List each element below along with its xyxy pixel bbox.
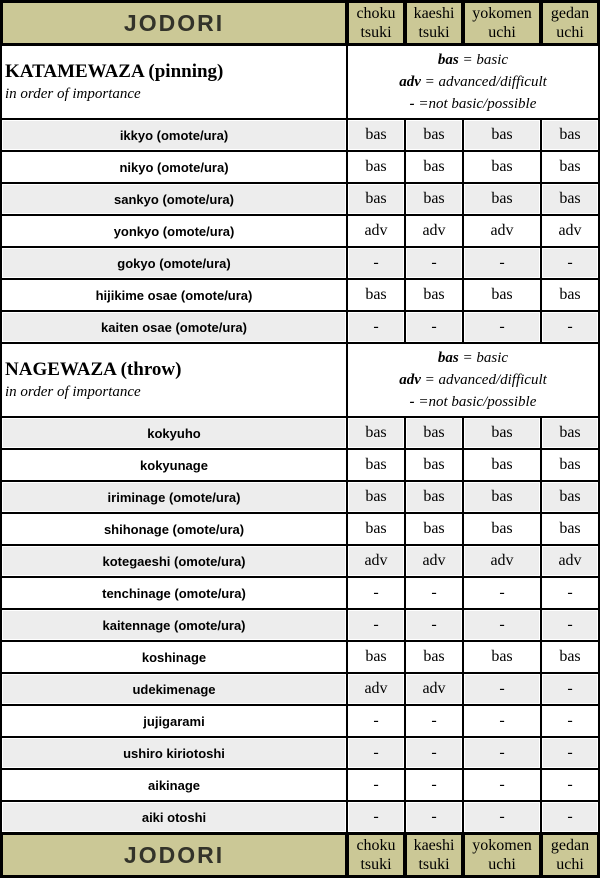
- value-cell: -: [542, 312, 598, 342]
- value-cell: -: [348, 312, 404, 342]
- column-header-line: uchi: [488, 24, 516, 41]
- value-cell: -: [542, 770, 598, 800]
- value-cell: bas: [348, 514, 404, 544]
- legend-line: - =not basic/possible: [409, 96, 537, 112]
- table-row: [2, 248, 598, 278]
- value-cell: -: [348, 578, 404, 608]
- value-cell: bas: [406, 152, 462, 182]
- value-cell: bas: [348, 280, 404, 310]
- value-cell: -: [348, 738, 404, 768]
- column-header-line: choku: [356, 837, 396, 854]
- table-row: [2, 418, 598, 448]
- column-header-line: choku: [356, 5, 396, 22]
- value-cell: bas: [348, 184, 404, 214]
- value-cell: -: [406, 312, 462, 342]
- value-cell: -: [542, 738, 598, 768]
- column-footer-yokomen-uchi: [464, 834, 540, 876]
- value-cell: -: [406, 802, 462, 832]
- column-header-line: tsuki: [418, 856, 450, 873]
- value-cell: -: [464, 674, 540, 704]
- table-row: [2, 120, 598, 150]
- value-cell: bas: [406, 418, 462, 448]
- value-cell: bas: [464, 120, 540, 150]
- value-cell: -: [406, 578, 462, 608]
- value-cell: -: [464, 706, 540, 736]
- table-row: [2, 642, 598, 672]
- section-subtitle: in order of importance: [5, 384, 141, 400]
- table-row: [2, 674, 598, 704]
- value-cell: -: [464, 770, 540, 800]
- technique-name: shihonage (omote/ura): [2, 514, 346, 544]
- value-cell: bas: [348, 482, 404, 512]
- value-cell: adv: [542, 216, 598, 246]
- value-cell: bas: [542, 482, 598, 512]
- value-cell: bas: [406, 514, 462, 544]
- value-cell: bas: [464, 152, 540, 182]
- section-name: NAGEWAZA (throw): [5, 359, 182, 380]
- value-cell: bas: [406, 482, 462, 512]
- value-cell: -: [542, 706, 598, 736]
- header-row: [2, 2, 598, 44]
- value-cell: bas: [542, 450, 598, 480]
- column-header-gedan-uchi: [542, 2, 598, 44]
- section-header-nagewaza: [2, 344, 598, 416]
- technique-name: nikyo (omote/ura): [2, 152, 346, 182]
- column-footer-gedan-uchi: [542, 834, 598, 876]
- value-cell: -: [464, 738, 540, 768]
- table-title: JODORI: [2, 2, 346, 44]
- column-header-line: tsuki: [360, 24, 392, 41]
- legend-line: bas = basic: [437, 350, 509, 366]
- value-cell: bas: [348, 418, 404, 448]
- value-cell: bas: [406, 450, 462, 480]
- section-title-cell: [2, 344, 346, 416]
- value-cell: -: [348, 610, 404, 640]
- value-cell: bas: [464, 514, 540, 544]
- value-cell: -: [348, 706, 404, 736]
- legend-line: adv = advanced/difficult: [399, 74, 547, 90]
- table-row: [2, 450, 598, 480]
- legend: [348, 344, 598, 416]
- column-header-line: kaeshi: [413, 5, 455, 22]
- section-name: KATAMEWAZA (pinning): [5, 61, 224, 82]
- column-header-line: gedan: [550, 837, 590, 854]
- column-header-line: yokomen: [472, 5, 532, 22]
- value-cell: bas: [542, 280, 598, 310]
- column-header-line: uchi: [556, 856, 584, 873]
- column-header-line: kaeshi: [413, 837, 455, 854]
- technique-name: aiki otoshi: [2, 802, 346, 832]
- value-cell: adv: [348, 674, 404, 704]
- value-cell: bas: [406, 642, 462, 672]
- technique-name: gokyo (omote/ura): [2, 248, 346, 278]
- technique-name: kokyuho: [2, 418, 346, 448]
- technique-name: tenchinage (omote/ura): [2, 578, 346, 608]
- legend: [348, 46, 598, 118]
- value-cell: bas: [542, 152, 598, 182]
- value-cell: bas: [464, 418, 540, 448]
- technique-name: kokyunage: [2, 450, 346, 480]
- value-cell: -: [464, 312, 540, 342]
- value-cell: -: [464, 578, 540, 608]
- value-cell: -: [406, 610, 462, 640]
- value-cell: -: [542, 802, 598, 832]
- section-title-cell: [2, 46, 346, 118]
- value-cell: bas: [464, 642, 540, 672]
- column-footer-choku-tsuki: [348, 834, 404, 876]
- table-row: [2, 706, 598, 736]
- column-header-line: gedan: [550, 5, 590, 22]
- value-cell: adv: [348, 216, 404, 246]
- table-row: [2, 770, 598, 800]
- value-cell: -: [542, 674, 598, 704]
- value-cell: bas: [406, 280, 462, 310]
- table-row: [2, 546, 598, 576]
- column-footer-kaeshi-tsuki: [406, 834, 462, 876]
- value-cell: -: [464, 802, 540, 832]
- footer-row: [2, 834, 598, 876]
- value-cell: -: [464, 248, 540, 278]
- technique-name: iriminage (omote/ura): [2, 482, 346, 512]
- value-cell: bas: [542, 642, 598, 672]
- value-cell: bas: [542, 514, 598, 544]
- table-row: [2, 578, 598, 608]
- value-cell: bas: [406, 184, 462, 214]
- technique-name: ikkyo (omote/ura): [2, 120, 346, 150]
- legend-line: bas = basic: [437, 52, 509, 68]
- table-row: [2, 738, 598, 768]
- value-cell: bas: [542, 418, 598, 448]
- value-cell: -: [406, 706, 462, 736]
- value-cell: bas: [348, 642, 404, 672]
- technique-name: hijikime osae (omote/ura): [2, 280, 346, 310]
- table-row: [2, 280, 598, 310]
- value-cell: bas: [406, 120, 462, 150]
- value-cell: adv: [406, 674, 462, 704]
- value-cell: -: [542, 248, 598, 278]
- value-cell: adv: [348, 546, 404, 576]
- column-header-line: yokomen: [472, 837, 532, 854]
- value-cell: adv: [406, 216, 462, 246]
- section-subtitle: in order of importance: [5, 86, 141, 102]
- column-header-line: uchi: [488, 856, 516, 873]
- legend-line: - =not basic/possible: [409, 394, 537, 410]
- technique-name: ushiro kiriotoshi: [2, 738, 346, 768]
- table-row: [2, 802, 598, 832]
- value-cell: -: [542, 578, 598, 608]
- technique-name: udekimenage: [2, 674, 346, 704]
- value-cell: bas: [464, 450, 540, 480]
- technique-name: koshinage: [2, 642, 346, 672]
- value-cell: bas: [542, 184, 598, 214]
- table-row: [2, 482, 598, 512]
- column-header-line: uchi: [556, 24, 584, 41]
- column-header-line: tsuki: [360, 856, 392, 873]
- value-cell: bas: [464, 482, 540, 512]
- technique-name: kaitennage (omote/ura): [2, 610, 346, 640]
- table-title-footer: JODORI: [2, 834, 346, 876]
- column-header-kaeshi-tsuki: [406, 2, 462, 44]
- table-row: [2, 216, 598, 246]
- value-cell: adv: [542, 546, 598, 576]
- technique-name: aikinage: [2, 770, 346, 800]
- technique-name: kotegaeshi (omote/ura): [2, 546, 346, 576]
- value-cell: bas: [348, 120, 404, 150]
- value-cell: -: [348, 770, 404, 800]
- column-header-choku-tsuki: [348, 2, 404, 44]
- legend-line: adv = advanced/difficult: [399, 372, 547, 388]
- value-cell: -: [348, 248, 404, 278]
- value-cell: bas: [464, 184, 540, 214]
- value-cell: -: [406, 770, 462, 800]
- column-header-yokomen-uchi: [464, 2, 540, 44]
- table-row: [2, 184, 598, 214]
- column-header-line: tsuki: [418, 24, 450, 41]
- value-cell: -: [406, 738, 462, 768]
- value-cell: -: [406, 248, 462, 278]
- value-cell: -: [542, 610, 598, 640]
- value-cell: -: [464, 610, 540, 640]
- technique-name: sankyo (omote/ura): [2, 184, 346, 214]
- technique-name: jujigarami: [2, 706, 346, 736]
- value-cell: adv: [406, 546, 462, 576]
- section-header-katamewaza: [2, 46, 598, 118]
- value-cell: bas: [348, 450, 404, 480]
- value-cell: bas: [542, 120, 598, 150]
- value-cell: adv: [464, 216, 540, 246]
- table-row: [2, 514, 598, 544]
- table-row: [2, 610, 598, 640]
- value-cell: bas: [464, 280, 540, 310]
- value-cell: adv: [464, 546, 540, 576]
- table-row: [2, 152, 598, 182]
- value-cell: bas: [348, 152, 404, 182]
- table-row: [2, 312, 598, 342]
- value-cell: -: [348, 802, 404, 832]
- technique-name: kaiten osae (omote/ura): [2, 312, 346, 342]
- technique-name: yonkyo (omote/ura): [2, 216, 346, 246]
